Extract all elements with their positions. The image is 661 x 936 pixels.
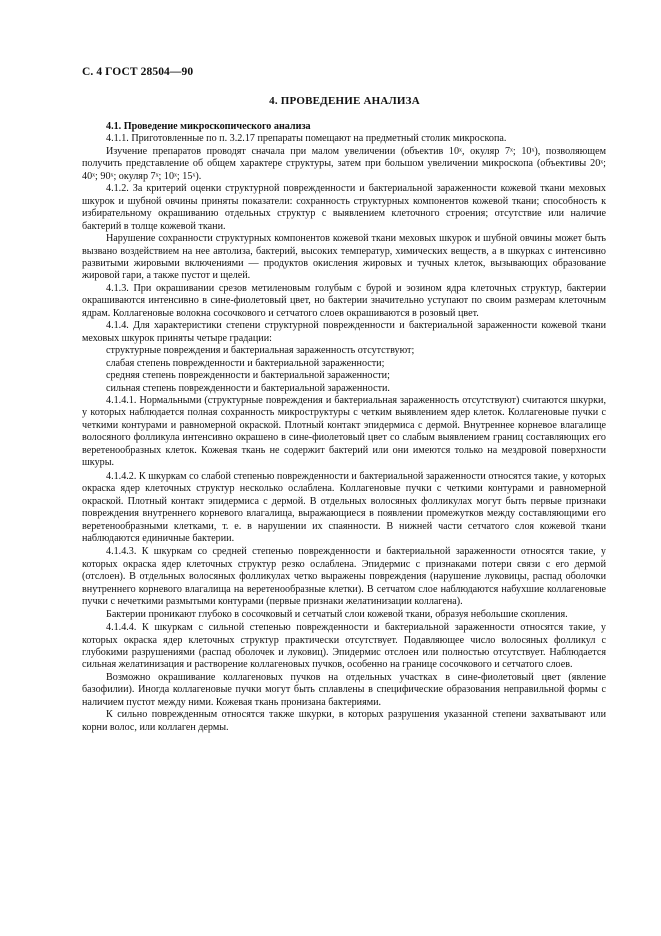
paragraph: 4.1.1. Приготовленные по п. 3.2.17 препараты помещают на предметный столик микроскопа.: [106, 133, 507, 145]
section-title: 4. ПРОВЕДЕНИЕ АНАЛИЗА: [269, 95, 420, 107]
paragraph: Бактерии проникают глубоко в сосочковый и сетчатый слои кожевой ткани, образуя небольшие скопления.: [106, 608, 568, 620]
paragraph: К сильно поврежденным относятся также шкурки, в которых разрушения указанной степени захватывают или корни волос, или коллаген дермы.: [82, 709, 606, 733]
page-header: С. 4 ГОСТ 28504—90: [82, 66, 194, 78]
paragraph: 4.1.4.4. К шкуркам с сильной степенью поврежденности и бактериальной зараженности относятся такие, у которых окраска ядер клеточных структур практически отсутствует. Подавляющее число волосяных фолликул с глубокими разрушениями (распад оболочек и луковиц). Эпидермис отслоен или полностью отсутствует. Наблюдается сильная желатинизация и растворение коллагеновых пучков, особенно на границе сосочкового и сетчатого слоев.: [82, 622, 606, 671]
paragraph: 4.1.4. Для характеристики степени структурной поврежденности и бактериальной зараженности кожевой ткани меховых шкурок приняты четыре градации:: [82, 320, 606, 344]
paragraph: 4.1.2. За критерий оценки структурной поврежденности и бактериальной зараженности кожевой ткани меховых шкурок и шубной овчины приняты показатели: сохранность структурных компонентов кожевой ткани; способность к избирательному окрашиванию отдельных структур с выявлением клеточного строения; отсутствие или наличие бактерий в толще кожевой ткани.: [82, 183, 606, 232]
paragraph: Изучение препаратов проводят сначала при малом увеличении (объектив 10ˣ, окуляр 7ˣ; 10ˣ), позволяющем получить представление об общем характере структуры, затем при большом увеличении микроскопа (объективы 20ˣ; 40ˣ; 90ˣ; окуляр 7ˣ; 10ˣ; 15ˣ).: [82, 145, 606, 182]
paragraph: Нарушение сохранности структурных компонентов кожевой ткани меховых шкурок и шубной овчины может быть вызвано воздействием на нее автолиза, бактерий, высоких температур, химических веществ, а в шкурках с интенсивно развитыми жировыми включениями — продуктов окисления жировых и тучных клеток, вызывающих образование жировой гари, а также пустот и щелей.: [82, 233, 606, 282]
list-item: средняя степень поврежденности и бактериальной зараженности;: [106, 370, 390, 382]
list-item: структурные повреждения и бактериальная зараженность отсутствуют;: [106, 345, 415, 357]
list-item: сильная степень поврежденности и бактериальной зараженности.: [106, 382, 390, 394]
document-body: [82, 121, 606, 734]
list-item: слабая степень поврежденности и бактериальной зараженности;: [106, 357, 385, 369]
paragraph: Возможно окрашивание коллагеновых пучков на отдельных участках в сине-фиолетовый цвет (явление базофилии). Иногда коллагеновые пучки могут быть сплавлены в специфические образования неправильной формы с наличием пустот между ними. Кожевая ткань пронизана бактериями.: [82, 671, 606, 708]
paragraph: 4.1.4.2. К шкуркам со слабой степенью поврежденности и бактериальной зараженности относятся такие, у которых окраска ядер клеточных структур несколько ослаблена. Коллагеновые пучки с четкими контурами и равномерной окраской. Плотный контакт эпидермиса с дермой. В отдельных волосяных фолликулах могут быть первые признаки повреждения внутреннего корневого влагалища, выражающиеся в появлении промежутков между составляющими его веретенообразными клетками, т. е. в нарушении их спаянности. В нижней части сетчатого слоя кожевой ткани наблюдаются единичные бактерии.: [82, 470, 606, 544]
paragraph: 4.1.3. При окрашивании срезов метиленовым голубым с бурой и эозином ядра клеточных структур, бактерии окрашиваются интенсивно в сине-фиолетовый цвет, но бактерии значительно уступают по своим размерам клеточным ядрам. Коллагеновые волокна сосочкового и сетчатого слоев окрашиваются в розовый цвет.: [82, 282, 606, 319]
paragraph: 4.1.4.3. К шкуркам со средней степенью поврежденности и бактериальной зараженности относятся такие, у которых окраска ядер клеточных структур резко ослаблена. Эпидермис с признаками потери связи с его дермой (отслоен). В отдельных волосяных фолликулах четко выражены повреждения (нарушение луковицы, распад оболочки внутреннего корневого влагалища на веретенообразные клетки). В сетчатом слое наблюдаются набухшие коллагеновые пучки с нечеткими размытыми контурами (первые признаки желатинизации коллагена).: [82, 546, 606, 608]
subsection-title: 4.1. Проведение микроскопического анализа: [106, 121, 311, 132]
paragraph: 4.1.4.1. Нормальными (структурные повреждения и бактериальная зараженность отсутствуют) считаются шкурки, у которых наблюдается полная сохранность микроструктуры с четким выявлением ядер клеток. Коллагеновые пучки с четкими контурами и равномерной окраской. Плотный контакт эпидермиса с дермой. Внутреннее корневое влагалище волосяного фолликула интенсивно окрашено в сине-фиолетовый цвет со слабым выявлением границ составляющих его веретенообразных клеток. Кожевая ткань не содержит бактерий или они имеются только на мездровой поверхности шкуры.: [82, 394, 606, 469]
